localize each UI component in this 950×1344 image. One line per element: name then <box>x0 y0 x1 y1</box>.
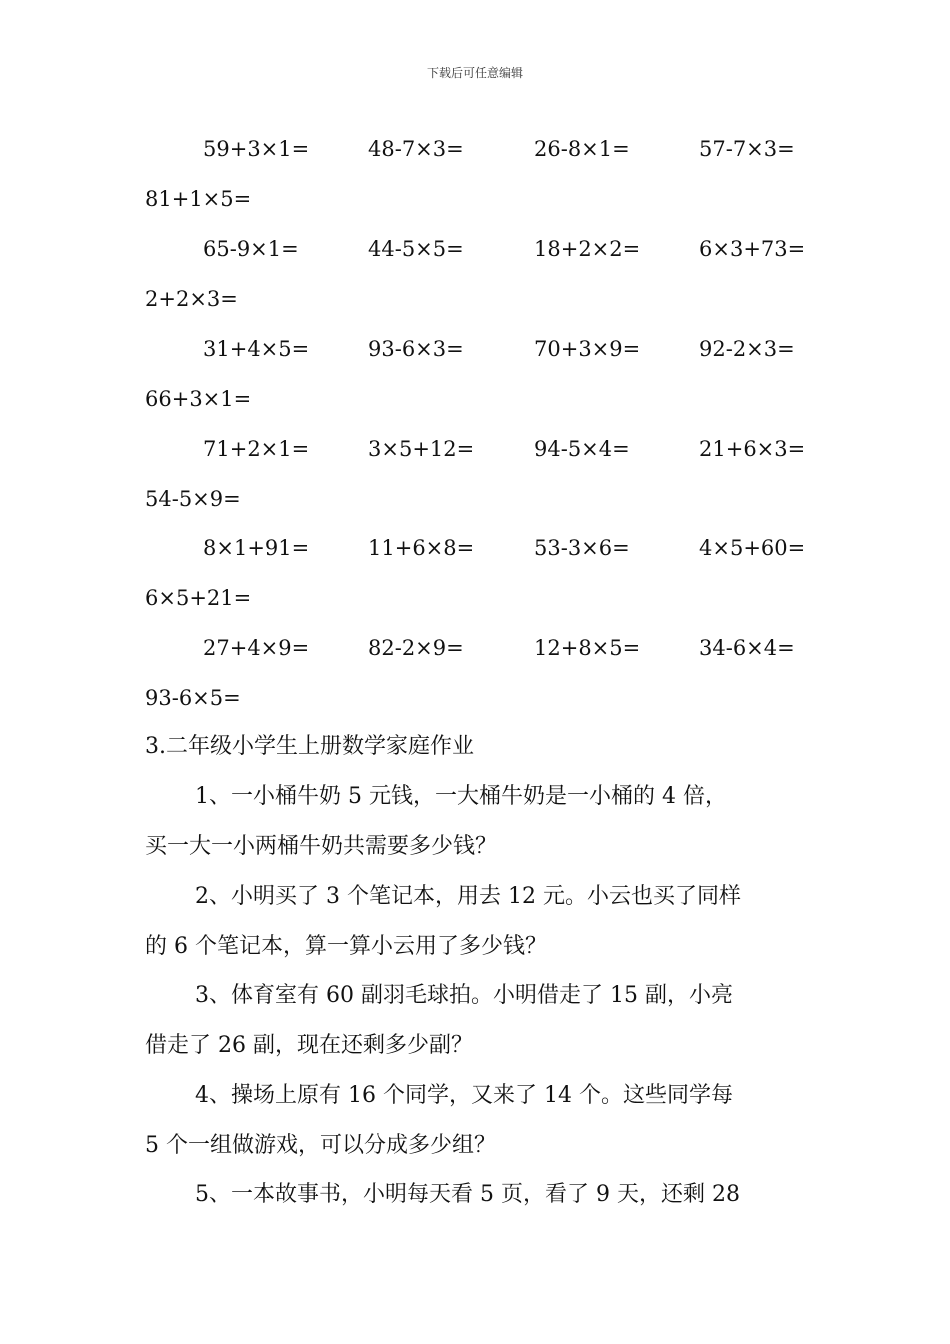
expression-row <box>0 631 950 665</box>
problem-1-line-2: 买一大一小两桶牛奶共需要多少钱？ <box>145 834 498 859</box>
expression-wrap: 6×5+21= <box>145 586 252 610</box>
problem-2-line-1: 2、小明买了 3 个笔记本，用去 12 元。小云也买了同样 <box>195 884 741 909</box>
expression-wrap: 54-5×9= <box>145 487 241 511</box>
expression: 53-3×6= <box>534 536 630 560</box>
expression-row <box>0 232 950 266</box>
expression-row <box>0 332 950 366</box>
expression-wrap: 93-6×5= <box>145 686 241 710</box>
expression: 6×3+73= <box>699 237 806 261</box>
expression-row <box>0 432 950 466</box>
expression: 18+2×2= <box>534 237 641 261</box>
section-title: 3.二年级小学生上册数学家庭作业 <box>145 734 474 759</box>
expression: 26-8×1= <box>534 137 630 161</box>
problem-4-line-1: 4、操场上原有 16 个同学，又来了 14 个。这些同学每 <box>195 1083 733 1108</box>
expression-wrap: 81+1×5= <box>145 187 252 211</box>
expression: 4×5+60= <box>699 536 806 560</box>
expression: 44-5×5= <box>368 237 464 261</box>
expression: 65-9×1= <box>203 237 299 261</box>
expression: 12+8×5= <box>534 636 641 660</box>
problem-3-line-1: 3、体育室有 60 副羽毛球拍。小明借走了 15 副，小亮 <box>195 983 733 1008</box>
problem-2-line-2: 的 6 个笔记本，算一算小云用了多少钱？ <box>145 934 547 959</box>
problem-1-line-1: 1、一小桶牛奶 5 元钱，一大桶牛奶是一小桶的 4 倍， <box>195 784 727 809</box>
expression: 57-7×3= <box>699 137 795 161</box>
expression: 71+2×1= <box>203 437 310 461</box>
problem-3-line-2: 借走了 26 副，现在还剩多少副？ <box>145 1033 473 1058</box>
expression: 93-6×3= <box>368 337 464 361</box>
expression: 48-7×3= <box>368 137 464 161</box>
expression: 11+6×8= <box>368 536 475 560</box>
expression: 27+4×9= <box>203 636 310 660</box>
expression: 70+3×9= <box>534 337 641 361</box>
expression: 31+4×5= <box>203 337 310 361</box>
expression: 92-2×3= <box>699 337 795 361</box>
expression-row <box>0 531 950 565</box>
expression: 94-5×4= <box>534 437 630 461</box>
problem-5-line-1: 5、一本故事书，小明每天看 5 页，看了 9 天，还剩 28 <box>195 1182 740 1207</box>
problem-4-line-2: 5 个一组做游戏，可以分成多少组？ <box>145 1133 496 1158</box>
page-header: 下载后可任意编辑 <box>426 66 523 80</box>
expression-wrap: 2+2×3= <box>145 287 238 311</box>
expression: 34-6×4= <box>699 636 795 660</box>
expression-row <box>0 132 950 166</box>
expression: 59+3×1= <box>203 137 310 161</box>
expression: 3×5+12= <box>368 437 475 461</box>
expression: 8×1+91= <box>203 536 310 560</box>
expression-wrap: 66+3×1= <box>145 387 252 411</box>
expression: 21+6×3= <box>699 437 806 461</box>
expression: 82-2×9= <box>368 636 464 660</box>
